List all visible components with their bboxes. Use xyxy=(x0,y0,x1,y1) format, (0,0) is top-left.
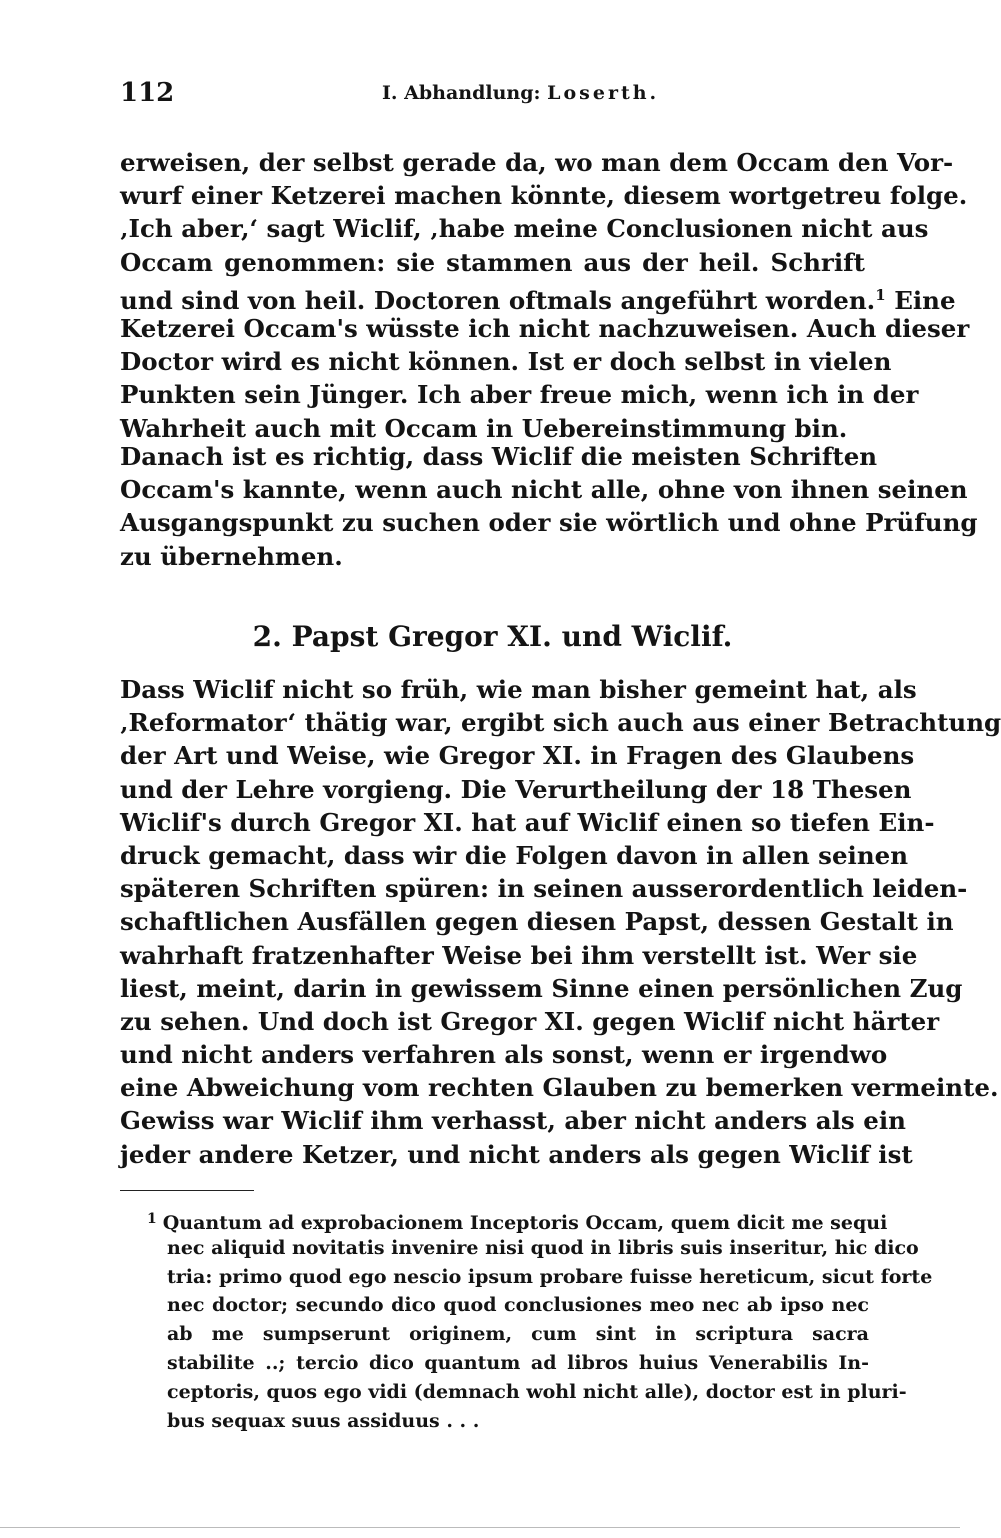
footnote-line: tria: primo quod ego nescio ipsum probare fuisse hereticum, sicut forte xyxy=(167,1265,933,1288)
footnote-line: nec doctor; secundo dico quod conclusiones meo nec ab ipso nec xyxy=(167,1294,869,1317)
paragraph-2 xyxy=(120,440,978,573)
text-line: zu sehen. Und doch ist Gregor XI. gegen Wiclif nicht härter xyxy=(120,1006,940,1036)
text-line: wahrhaft fratzenhafter Weise bei ihm verstellt ist. Wer sie xyxy=(120,940,918,970)
footnote-line: ceptoris, quos ego vidi (demnach wohl nicht alle), doctor est in pluri- xyxy=(167,1380,907,1403)
scan-edge-line xyxy=(0,1527,960,1528)
text-line: druck gemacht, dass wir die Folgen davon in allen seinen xyxy=(120,840,909,870)
text-line: schaftlichen Ausfällen gegen diesen Papst, dessen Gestalt in xyxy=(120,907,954,937)
text-line: Wiclif's durch Gregor XI. hat auf Wiclif einen so tiefen Ein- xyxy=(120,807,935,837)
footnote-line: nec aliquid novitatis invenire nisi quod in libris suis inseritur, hic dico xyxy=(167,1236,919,1259)
text-line: Occam genommen: sie stammen aus der heil. Schrift xyxy=(120,247,865,277)
paragraph-1 xyxy=(120,146,970,445)
text-line: Occam's kannte, wenn auch nicht alle, ohne von ihnen seinen xyxy=(120,475,968,505)
text-line: ‚Reformator‘ thätig war, ergibt sich auch aus einer Betrachtung xyxy=(120,708,1001,738)
page-header xyxy=(120,78,870,110)
footnote-line-text: Quantum ad exprobacionem Inceptoris Occam, quem dicit me sequi xyxy=(162,1212,888,1234)
text-line: Gewiss war Wiclif ihm verhasst, aber nicht anders als ein xyxy=(120,1106,906,1136)
text-line: Wahrheit auch mit Occam in Uebereinstimmung bin. xyxy=(120,413,848,443)
footnote-mark: 1 xyxy=(147,1211,157,1227)
text-line: jeder andere Ketzer, und nicht anders als gegen Wiclif ist xyxy=(120,1139,913,1169)
footnote-line: ab me sumpserunt originem, cum sint in scriptura sacra xyxy=(167,1323,869,1346)
text-line: Doctor wird es nicht können. Ist er doch selbst in vielen xyxy=(120,347,892,377)
text-line: Ausgangspunkt zu suchen oder sie wörtlich und ohne Prüfung xyxy=(120,508,978,538)
text-line: der Art und Weise, wie Gregor XI. in Fragen des Glaubens xyxy=(120,741,915,771)
page-number: 112 xyxy=(120,78,175,108)
footnote-line xyxy=(147,1205,888,1234)
text-line: zu übernehmen. xyxy=(120,541,343,571)
text-line-part: und sind von heil. Doctoren oftmals angeführt worden. xyxy=(120,285,876,315)
text-line: erweisen, der selbst gerade da, wo man dem Occam den Vor- xyxy=(120,148,954,177)
section-heading: 2. Papst Gregor XI. und Wiclif. xyxy=(252,620,733,653)
running-head-author: Loserth. xyxy=(547,82,660,104)
footnote-reference[interactable]: 1 xyxy=(875,285,886,304)
text-line-part: Eine xyxy=(894,285,956,315)
text-line: Ketzerei Occam's wüsste ich nicht nachzuweisen. Auch dieser xyxy=(120,313,970,343)
text-line: ‚Ich aber,‘ sagt Wiclif, ‚habe meine Conclusionen nicht aus xyxy=(120,214,929,244)
footnote-line: stabilite ..; tercio dico quantum ad libros huius Venerabilis In- xyxy=(167,1351,869,1374)
text-line: liest, meint, darin in gewissem Sinne einen persönlichen Zug xyxy=(120,973,963,1003)
text-line: und nicht anders verfahren als sonst, wenn er irgendwo xyxy=(120,1040,888,1070)
text-line: eine Abweichung vom rechten Glauben zu bemerken vermeinte. xyxy=(120,1073,999,1103)
running-head-prefix: I. Abhandlung: xyxy=(382,82,541,104)
text-line: Danach ist es richtig, dass Wiclif die meisten Schriften xyxy=(120,442,878,471)
paragraph-3 xyxy=(120,673,1001,1171)
footnote-1 xyxy=(147,1205,933,1435)
footnote-separator xyxy=(120,1190,254,1191)
footnote-line: bus sequax suus assiduus . . . xyxy=(167,1409,480,1432)
running-head xyxy=(382,82,659,104)
text-line: Dass Wiclif nicht so früh, wie man bisher gemeint hat, als xyxy=(120,675,917,704)
text-line-with-footnote-ref xyxy=(120,279,956,315)
text-line: und der Lehre vorgieng. Die Verurtheilung der 18 Thesen xyxy=(120,774,912,804)
text-line: Punkten sein Jünger. Ich aber freue mich, wenn ich in der xyxy=(120,380,919,410)
text-line: wurf einer Ketzerei machen könnte, diesem wortgetreu folge. xyxy=(120,181,968,211)
text-line: späteren Schriften spüren: in seinen ausserordentlich leiden- xyxy=(120,874,968,904)
